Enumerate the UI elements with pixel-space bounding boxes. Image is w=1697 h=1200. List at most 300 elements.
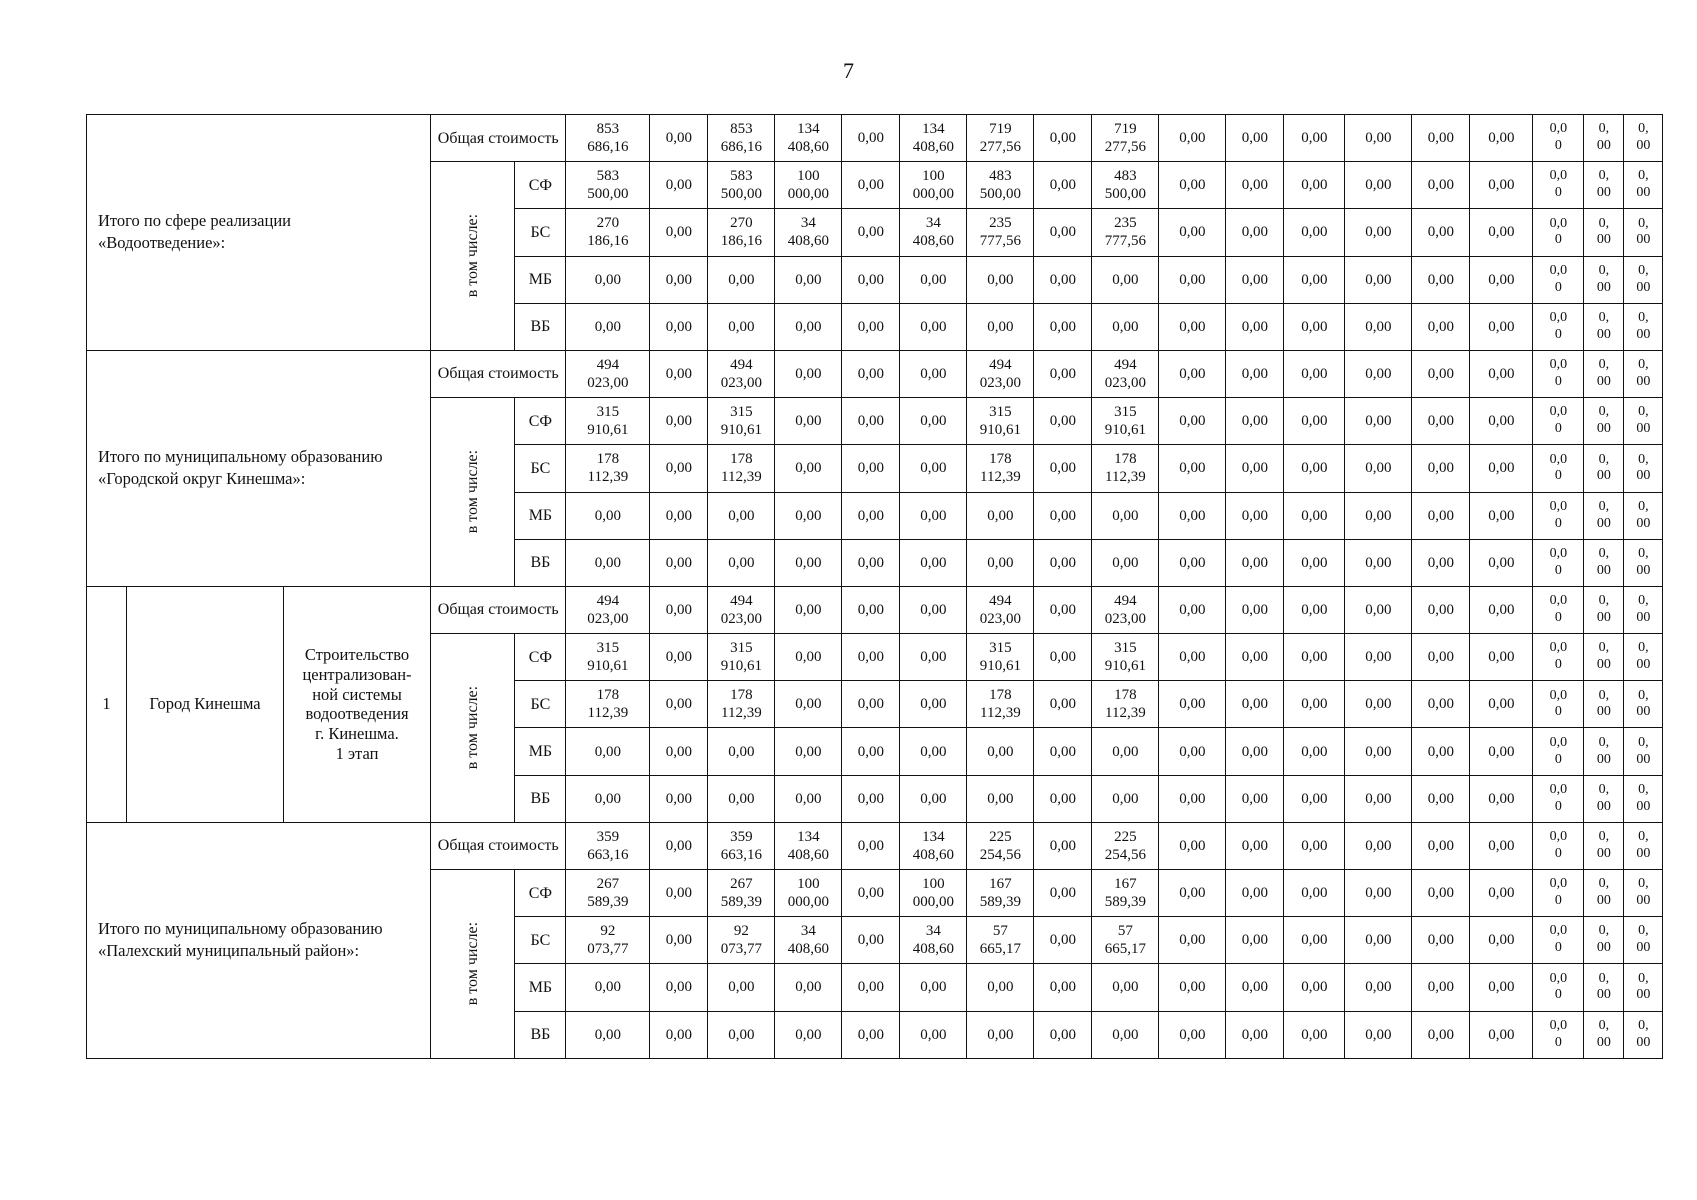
value-cell: 0, 00 (1624, 870, 1663, 917)
value-cell: 0, 00 (1584, 492, 1624, 539)
value-cell: 0,00 (1412, 209, 1470, 256)
funding-source: ВБ (515, 775, 566, 822)
value-cell: 494 023,00 (708, 350, 775, 397)
value-cell: 0,0 0 (1533, 256, 1584, 303)
value-cell: 100 000,00 (775, 870, 842, 917)
value-cell: 0,00 (842, 681, 900, 728)
value-cell: 0,00 (1226, 398, 1284, 445)
value-cell: 0,0 0 (1533, 917, 1584, 964)
value-cell: 0,00 (1412, 398, 1470, 445)
value-cell: 0,00 (1412, 445, 1470, 492)
value-cell: 0,00 (1470, 303, 1533, 350)
value-cell: 0,00 (1412, 303, 1470, 350)
value-cell: 0,00 (1226, 728, 1284, 775)
value-cell: 0,00 (1034, 209, 1092, 256)
value-cell: 0,00 (1345, 398, 1412, 445)
funding-source: СФ (515, 870, 566, 917)
value-cell: 0,00 (1412, 162, 1470, 209)
value-cell: 0,00 (775, 1011, 842, 1058)
value-cell: 0,00 (1034, 634, 1092, 681)
value-cell: 0,00 (1226, 586, 1284, 633)
value-cell: 0, 00 (1624, 964, 1663, 1011)
value-cell: 0,00 (1034, 115, 1092, 162)
value-cell: 0,00 (1345, 162, 1412, 209)
value-cell: 0,00 (967, 775, 1034, 822)
value-cell: 0,00 (1284, 822, 1345, 869)
value-cell: 0,00 (842, 445, 900, 492)
value-cell: 0,00 (842, 350, 900, 397)
value-cell: 0,00 (1034, 964, 1092, 1011)
value-cell: 0,00 (842, 256, 900, 303)
value-cell: 719 277,56 (1092, 115, 1159, 162)
value-cell: 0,00 (1034, 870, 1092, 917)
value-cell: 583 500,00 (708, 162, 775, 209)
value-cell: 0, 00 (1584, 728, 1624, 775)
value-cell: 0,00 (1226, 492, 1284, 539)
value-cell: 0,00 (842, 870, 900, 917)
value-cell: 178 112,39 (708, 681, 775, 728)
value-cell: 0,00 (1226, 115, 1284, 162)
value-cell: 178 112,39 (708, 445, 775, 492)
value-cell: 0,00 (775, 256, 842, 303)
value-cell: 0,00 (1470, 398, 1533, 445)
value-cell: 0,00 (1470, 870, 1533, 917)
including-text: в том числе: (464, 450, 482, 534)
value-cell: 0,00 (1159, 256, 1226, 303)
value-cell: 0,00 (1159, 822, 1226, 869)
value-cell: 0,0 0 (1533, 162, 1584, 209)
value-cell: 0,00 (1345, 917, 1412, 964)
value-cell: 0,0 0 (1533, 492, 1584, 539)
value-cell: 0,0 0 (1533, 964, 1584, 1011)
value-cell: 0,00 (650, 681, 708, 728)
value-cell: 0,00 (900, 492, 967, 539)
value-cell: 315 910,61 (708, 634, 775, 681)
value-cell: 0,00 (1284, 634, 1345, 681)
value-cell: 0,00 (708, 539, 775, 586)
value-cell: 0, 00 (1584, 539, 1624, 586)
value-cell: 0, 00 (1624, 586, 1663, 633)
value-cell: 0,00 (900, 398, 967, 445)
value-cell: 0,00 (650, 964, 708, 1011)
value-cell: 100 000,00 (900, 870, 967, 917)
value-cell: 0,00 (650, 115, 708, 162)
value-cell: 0,00 (1345, 303, 1412, 350)
value-cell: 0,00 (708, 1011, 775, 1058)
value-cell: 0,00 (775, 350, 842, 397)
value-cell: 0,00 (900, 586, 967, 633)
value-cell: 0,00 (775, 728, 842, 775)
value-cell: 178 112,39 (967, 681, 1034, 728)
value-cell: 0,00 (1226, 917, 1284, 964)
value-cell: 0,00 (842, 917, 900, 964)
value-cell: 0,00 (775, 586, 842, 633)
value-cell: 225 254,56 (967, 822, 1034, 869)
value-cell: 0,00 (1345, 539, 1412, 586)
value-cell: 0,0 0 (1533, 681, 1584, 728)
value-cell: 494 023,00 (967, 350, 1034, 397)
value-cell: 0,00 (1226, 775, 1284, 822)
value-cell: 0,00 (1470, 634, 1533, 681)
including-text: в том числе: (464, 922, 482, 1006)
value-cell: 0,00 (967, 964, 1034, 1011)
value-cell: 0,00 (1284, 1011, 1345, 1058)
funding-source: МБ (515, 728, 566, 775)
value-cell: 0,00 (1284, 303, 1345, 350)
value-cell: 0,00 (1092, 492, 1159, 539)
value-cell: 0, 00 (1624, 634, 1663, 681)
budget-table (86, 114, 1663, 1059)
value-cell: 0,00 (775, 964, 842, 1011)
value-cell: 0,00 (775, 681, 842, 728)
value-cell: 0,00 (1159, 209, 1226, 256)
value-cell: 0,00 (1226, 870, 1284, 917)
funding-source: ВБ (515, 1011, 566, 1058)
value-cell: 0,00 (1159, 586, 1226, 633)
section-title: Итого по сфере реализации «Водоотведение»: (87, 115, 431, 351)
value-cell: 0,00 (1470, 917, 1533, 964)
value-cell: 0,00 (1470, 775, 1533, 822)
value-cell: 0,00 (650, 634, 708, 681)
value-cell: 270 186,16 (566, 209, 650, 256)
value-cell: 178 112,39 (1092, 445, 1159, 492)
value-cell: 0,00 (1226, 256, 1284, 303)
value-cell: 315 910,61 (967, 634, 1034, 681)
value-cell: 0, 00 (1624, 303, 1663, 350)
value-cell: 0, 00 (1624, 350, 1663, 397)
value-cell: 0,00 (650, 162, 708, 209)
value-cell: 0, 00 (1584, 775, 1624, 822)
value-cell: 0,00 (650, 256, 708, 303)
value-cell: 0,00 (650, 350, 708, 397)
value-cell: 0, 00 (1584, 870, 1624, 917)
value-cell: 0,00 (967, 492, 1034, 539)
value-cell: 0, 00 (1584, 822, 1624, 869)
funding-source: БС (515, 445, 566, 492)
value-cell: 0,00 (566, 539, 650, 586)
value-cell: 0,00 (900, 1011, 967, 1058)
funding-source: СФ (515, 634, 566, 681)
value-cell: 0,00 (1470, 1011, 1533, 1058)
value-cell: 0,00 (1412, 115, 1470, 162)
value-cell: 315 910,61 (566, 634, 650, 681)
funding-source: ВБ (515, 303, 566, 350)
value-cell: 0, 00 (1624, 115, 1663, 162)
value-cell: 178 112,39 (1092, 681, 1159, 728)
value-cell: 0,00 (967, 256, 1034, 303)
value-cell: 0,00 (967, 303, 1034, 350)
value-cell: 0,00 (842, 728, 900, 775)
value-cell: 0,00 (1470, 681, 1533, 728)
value-cell: 0,00 (775, 445, 842, 492)
value-cell: 315 910,61 (1092, 398, 1159, 445)
value-cell: 0,00 (1412, 728, 1470, 775)
value-cell: 0,00 (1159, 303, 1226, 350)
value-cell: 0,00 (1159, 681, 1226, 728)
value-cell: 0,0 0 (1533, 209, 1584, 256)
value-cell: 0,00 (900, 539, 967, 586)
value-cell: 359 663,16 (566, 822, 650, 869)
value-cell: 0,00 (1226, 162, 1284, 209)
value-cell: 0,00 (1034, 539, 1092, 586)
value-cell: 0,00 (650, 917, 708, 964)
value-cell: 0,00 (1412, 539, 1470, 586)
value-cell: 0,00 (1345, 350, 1412, 397)
value-cell: 0, 00 (1624, 539, 1663, 586)
table-body (87, 115, 1663, 1059)
value-cell: 92 073,77 (566, 917, 650, 964)
value-cell: 0,00 (900, 681, 967, 728)
value-cell: 0, 00 (1584, 398, 1624, 445)
value-cell: 0, 00 (1584, 350, 1624, 397)
value-cell: 0,00 (708, 728, 775, 775)
value-cell: 0,00 (566, 303, 650, 350)
value-cell: 34 408,60 (900, 917, 967, 964)
value-cell: 0,00 (708, 256, 775, 303)
value-cell: 0,00 (775, 775, 842, 822)
value-cell: 34 408,60 (775, 917, 842, 964)
value-cell: 0,00 (1412, 964, 1470, 1011)
value-cell: 0,00 (1159, 728, 1226, 775)
value-cell: 0,00 (1159, 115, 1226, 162)
value-cell: 0,0 0 (1533, 586, 1584, 633)
value-cell: 0,00 (566, 964, 650, 1011)
value-cell: 0,00 (1470, 162, 1533, 209)
value-cell: 0,00 (1345, 586, 1412, 633)
value-cell: 0,00 (1034, 917, 1092, 964)
value-cell: 0,00 (1226, 445, 1284, 492)
value-cell: 0,00 (1345, 115, 1412, 162)
value-cell: 0, 00 (1584, 1011, 1624, 1058)
value-cell: 0,00 (1284, 256, 1345, 303)
section-title: Итого по муниципальному образованию «Городской округ Кинешма»: (87, 350, 431, 586)
value-cell: 0, 00 (1624, 1011, 1663, 1058)
value-cell: 0,00 (650, 209, 708, 256)
value-cell: 0,00 (1284, 917, 1345, 964)
value-cell: 0,00 (566, 775, 650, 822)
value-cell: 0, 00 (1584, 445, 1624, 492)
funding-source: БС (515, 209, 566, 256)
value-cell: 225 254,56 (1092, 822, 1159, 869)
value-cell: 0,00 (1470, 445, 1533, 492)
value-cell: 0,00 (1034, 162, 1092, 209)
value-cell: 315 910,61 (708, 398, 775, 445)
value-cell: 0,00 (1159, 634, 1226, 681)
value-cell: 0,00 (650, 728, 708, 775)
value-cell: 0,0 0 (1533, 728, 1584, 775)
value-cell: 0,00 (775, 398, 842, 445)
value-cell: 167 589,39 (967, 870, 1034, 917)
value-cell: 0,00 (1345, 775, 1412, 822)
value-cell: 0,00 (1470, 350, 1533, 397)
value-cell: 57 665,17 (967, 917, 1034, 964)
value-cell: 0, 00 (1624, 917, 1663, 964)
value-cell: 0,00 (1034, 303, 1092, 350)
value-cell: 315 910,61 (1092, 634, 1159, 681)
value-cell: 0,00 (900, 445, 967, 492)
item-number: 1 (87, 586, 127, 822)
value-cell: 0,00 (842, 822, 900, 869)
value-cell: 0,00 (1284, 445, 1345, 492)
value-cell: 0,00 (900, 634, 967, 681)
value-cell: 719 277,56 (967, 115, 1034, 162)
value-cell: 0,00 (1034, 398, 1092, 445)
value-cell: 167 589,39 (1092, 870, 1159, 917)
page-number: 7 (843, 58, 854, 83)
table-row (87, 350, 1663, 397)
value-cell: 0,00 (1034, 586, 1092, 633)
including-text: в том числе: (464, 214, 482, 298)
value-cell: 483 500,00 (1092, 162, 1159, 209)
value-cell: 0,00 (650, 870, 708, 917)
value-cell: 0, 00 (1624, 775, 1663, 822)
value-cell: 0,00 (1226, 634, 1284, 681)
value-cell: 0, 00 (1624, 822, 1663, 869)
value-cell: 0,00 (650, 492, 708, 539)
value-cell: 0,00 (1159, 964, 1226, 1011)
value-cell: 0,00 (842, 162, 900, 209)
value-cell: 0,00 (1034, 256, 1092, 303)
value-cell: 0, 00 (1624, 492, 1663, 539)
value-cell: 0,0 0 (1533, 634, 1584, 681)
value-cell: 0, 00 (1584, 115, 1624, 162)
section-title: Итого по муниципальному образованию «Палехский муниципальный район»: (87, 822, 431, 1058)
value-cell: 0,00 (1226, 209, 1284, 256)
value-cell: 0,00 (842, 539, 900, 586)
value-cell: 0,00 (775, 492, 842, 539)
value-cell: 494 023,00 (708, 586, 775, 633)
value-cell: 0,00 (650, 398, 708, 445)
including-label (431, 634, 515, 823)
value-cell: 0,00 (1284, 539, 1345, 586)
value-cell: 0,00 (775, 634, 842, 681)
value-cell: 0,00 (1034, 681, 1092, 728)
value-cell: 0,00 (1345, 870, 1412, 917)
value-cell: 0,00 (1345, 964, 1412, 1011)
value-cell: 0,00 (1284, 870, 1345, 917)
value-cell: 134 408,60 (900, 822, 967, 869)
value-cell: 0,00 (1034, 728, 1092, 775)
value-cell: 0,00 (1034, 492, 1092, 539)
value-cell: 92 073,77 (708, 917, 775, 964)
value-cell: 0,00 (650, 539, 708, 586)
value-cell: 0,00 (1092, 775, 1159, 822)
value-cell: 0,00 (1412, 822, 1470, 869)
value-cell: 0,00 (1345, 728, 1412, 775)
total-cost-label: Общая стоимость (431, 350, 566, 397)
value-cell: 0,00 (1345, 256, 1412, 303)
value-cell: 0, 00 (1624, 209, 1663, 256)
value-cell: 0,00 (1345, 492, 1412, 539)
value-cell: 0,00 (1034, 822, 1092, 869)
value-cell: 0,00 (650, 822, 708, 869)
value-cell: 0,00 (650, 586, 708, 633)
including-label (431, 870, 515, 1059)
value-cell: 0,00 (1470, 728, 1533, 775)
value-cell: 0,00 (1092, 1011, 1159, 1058)
value-cell: 0,0 0 (1533, 822, 1584, 869)
value-cell: 0,00 (1412, 634, 1470, 681)
value-cell: 0, 00 (1624, 162, 1663, 209)
value-cell: 483 500,00 (967, 162, 1034, 209)
value-cell: 0,00 (1345, 681, 1412, 728)
value-cell: 178 112,39 (566, 445, 650, 492)
value-cell: 0,00 (1412, 775, 1470, 822)
value-cell: 0,00 (1412, 350, 1470, 397)
value-cell: 0,00 (1470, 209, 1533, 256)
value-cell: 0,00 (1159, 917, 1226, 964)
value-cell: 34 408,60 (900, 209, 967, 256)
value-cell: 0, 00 (1584, 917, 1624, 964)
value-cell: 0,0 0 (1533, 398, 1584, 445)
value-cell: 0,0 0 (1533, 870, 1584, 917)
value-cell: 0,00 (650, 445, 708, 492)
value-cell: 178 112,39 (967, 445, 1034, 492)
value-cell: 0, 00 (1584, 964, 1624, 1011)
funding-source: БС (515, 917, 566, 964)
value-cell: 0,00 (1284, 398, 1345, 445)
value-cell: 0,00 (1092, 539, 1159, 586)
value-cell: 0,00 (842, 586, 900, 633)
funding-source: БС (515, 681, 566, 728)
value-cell: 0,00 (1412, 870, 1470, 917)
value-cell: 0, 00 (1584, 681, 1624, 728)
value-cell: 0,0 0 (1533, 775, 1584, 822)
value-cell: 235 777,56 (1092, 209, 1159, 256)
value-cell: 0, 00 (1584, 586, 1624, 633)
value-cell: 0,00 (1159, 350, 1226, 397)
value-cell: 0,00 (842, 492, 900, 539)
funding-source: МБ (515, 492, 566, 539)
value-cell: 0,00 (842, 964, 900, 1011)
value-cell: 0,00 (1159, 775, 1226, 822)
value-cell: 0, 00 (1624, 256, 1663, 303)
value-cell: 0,00 (775, 539, 842, 586)
value-cell: 0,00 (1284, 775, 1345, 822)
value-cell: 0,00 (566, 492, 650, 539)
value-cell: 0,00 (1159, 162, 1226, 209)
funding-source: ВБ (515, 539, 566, 586)
value-cell: 494 023,00 (566, 586, 650, 633)
funding-source: МБ (515, 964, 566, 1011)
including-label (431, 162, 515, 351)
value-cell: 0,00 (1226, 681, 1284, 728)
value-cell: 0,00 (566, 256, 650, 303)
value-cell: 315 910,61 (967, 398, 1034, 445)
value-cell: 34 408,60 (775, 209, 842, 256)
value-cell: 0,00 (1226, 964, 1284, 1011)
value-cell: 134 408,60 (775, 115, 842, 162)
value-cell: 0,00 (1345, 822, 1412, 869)
value-cell: 0,00 (1284, 209, 1345, 256)
value-cell: 0, 00 (1624, 728, 1663, 775)
value-cell: 0,00 (1226, 822, 1284, 869)
value-cell: 0,00 (1470, 492, 1533, 539)
value-cell: 0,0 0 (1533, 1011, 1584, 1058)
value-cell: 0,00 (1345, 634, 1412, 681)
value-cell: 0,00 (1345, 1011, 1412, 1058)
value-cell: 178 112,39 (566, 681, 650, 728)
value-cell: 0,00 (1159, 539, 1226, 586)
value-cell: 0,00 (708, 492, 775, 539)
value-cell: 315 910,61 (566, 398, 650, 445)
funding-source: МБ (515, 256, 566, 303)
value-cell: 0,0 0 (1533, 303, 1584, 350)
value-cell: 0,00 (1159, 445, 1226, 492)
total-cost-label: Общая стоимость (431, 115, 566, 162)
table-row (87, 822, 1663, 869)
value-cell: 0,00 (1226, 539, 1284, 586)
